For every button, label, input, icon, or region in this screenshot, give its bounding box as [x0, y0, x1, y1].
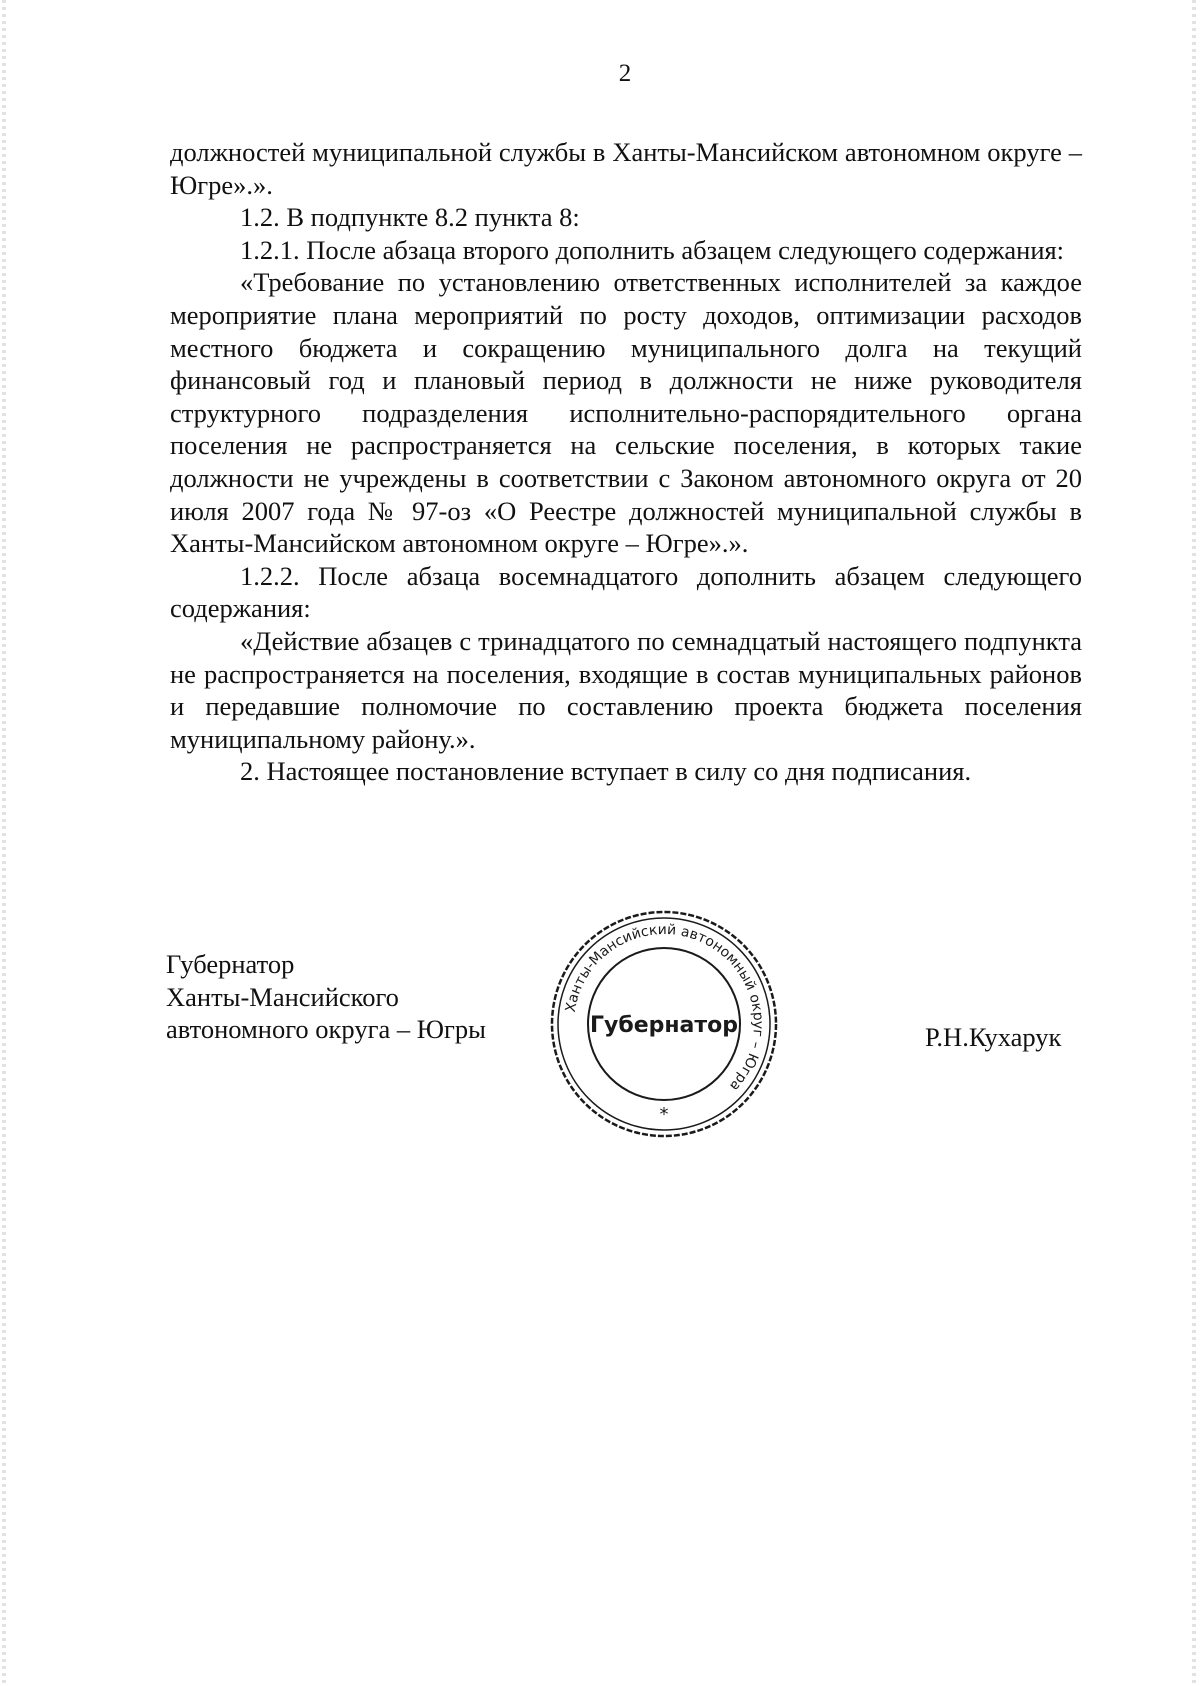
document-body — [170, 136, 1082, 788]
scan-edge-left — [2, 0, 6, 1686]
signature-title — [166, 948, 486, 1046]
signatory-name: Р.Н.Кухарук — [925, 1022, 1062, 1052]
paragraph-7: 2. Настоящее постановление вступает в силу со дня подписания. — [240, 756, 972, 787]
signature-title-line-1: Губернатор — [166, 949, 295, 979]
paragraph-3: 1.2.1. После абзаца второго дополнить абзацем следующего содержания: — [240, 234, 1065, 265]
seal-center-text: Губернатор — [589, 1013, 739, 1038]
page-number: 2 — [618, 60, 632, 87]
signature-title-line-2: Ханты-Мансийского — [166, 981, 399, 1012]
paragraph-5: 1.2.2. После абзаца восемнадцатого дополнить абзацем следующего содержания: — [170, 560, 1082, 624]
paragraph-4: «Требование по установлению ответственных исполнителей за каждое мероприятие плана мероприятий по росту доходов, оптимизации расходов местного бюджета и сокращению муниципального долга на текущий финансовый год и плановый период в должности не ниже руководителя структурного подразделения исполнительно-распорядительного органа поселения не распространяется на сельские поселения, в которых такие должности не учреждены в соответствии с Законом автономного округа от 20 июля 2007 года № 97-оз «О Реестре должностей муниципальной службы в Ханты-Мансийском автономном округе – Югре».». — [170, 267, 1082, 559]
paragraph-1: должностей муниципальной службы в Ханты-Мансийском автономном округе – Югре».». — [170, 137, 1082, 200]
official-seal — [548, 908, 780, 1140]
paragraph-2: 1.2. В подпункте 8.2 пункта 8: — [240, 202, 580, 233]
seal-ring-text: Ханты-Мансийский автономный округ – Югра — [562, 921, 767, 1094]
scan-edge-right — [1192, 0, 1196, 1686]
signature-title-line-3: автономного округа – Югры — [166, 1014, 486, 1045]
paragraph-6: «Действие абзацев с тринадцатого по семнадцатый настоящего подпункта не распространяется на поселения, входящие в состав муниципальных районов и передавшие полномочие по составлению проекта бюджета поселения муниципальному району.». — [170, 625, 1082, 754]
seal-star-icon: * — [659, 1104, 669, 1125]
